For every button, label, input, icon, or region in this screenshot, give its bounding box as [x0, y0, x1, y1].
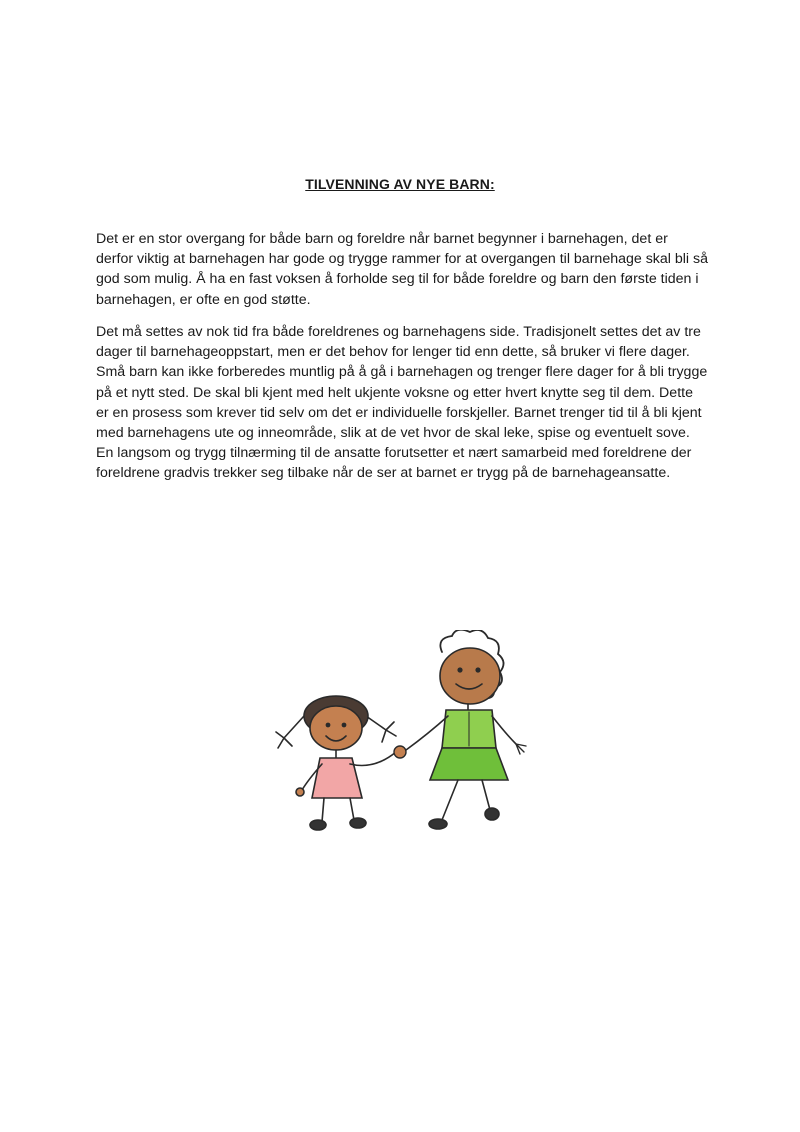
document-title: TILVENNING AV NYE BARN: [305, 176, 495, 192]
paragraph-1: Det er en stor overgang for både barn og foreldre når barnet begynner i barnehagen, det er derfor viktig at barnehagen har gode og trygge rammer for at overgangen til barnehage skal bli så god som mulig. Å ha en fast voksen å forholde seg til for både foreldre og barn den første tiden i barnehagen, er ofte en god støtte. [96, 231, 709, 308]
joined-hands [394, 746, 406, 758]
small-girl-figure [276, 696, 396, 830]
older-child-figure [406, 630, 526, 829]
children-holding-hands-illustration [262, 630, 542, 840]
paragraph-2: Det må settes av nok tid fra både foreldrenes og barnehagens side. Tradisjonelt settes det av tre dager til barnehageoppstart, men er det behov for lenger tid enn dette, så bruker vi flere dager. Små barn kan ikke forberedes muntlig på å gå i barnehagen og trenger flere dager for å bli trygge på et nytt sted. De skal bli kjent med helt ukjente voksne og etter hvert knytte seg til dem. Dette er en prosess som krever tid selv om det er individuelle forskjeller. Barnet trenger tid til å bli kjent med barnehagens ute og inneområde, slik at de vet hvor de skal leke, spise og eventuelt sove. En langsom og trygg tilnærming til de ansatte forutsetter et nært samarbeid med foreldrene der foreldrene gradvis trekker seg tilbake når de ser at barnet er trygg på de barnehageansatte. [96, 324, 708, 482]
